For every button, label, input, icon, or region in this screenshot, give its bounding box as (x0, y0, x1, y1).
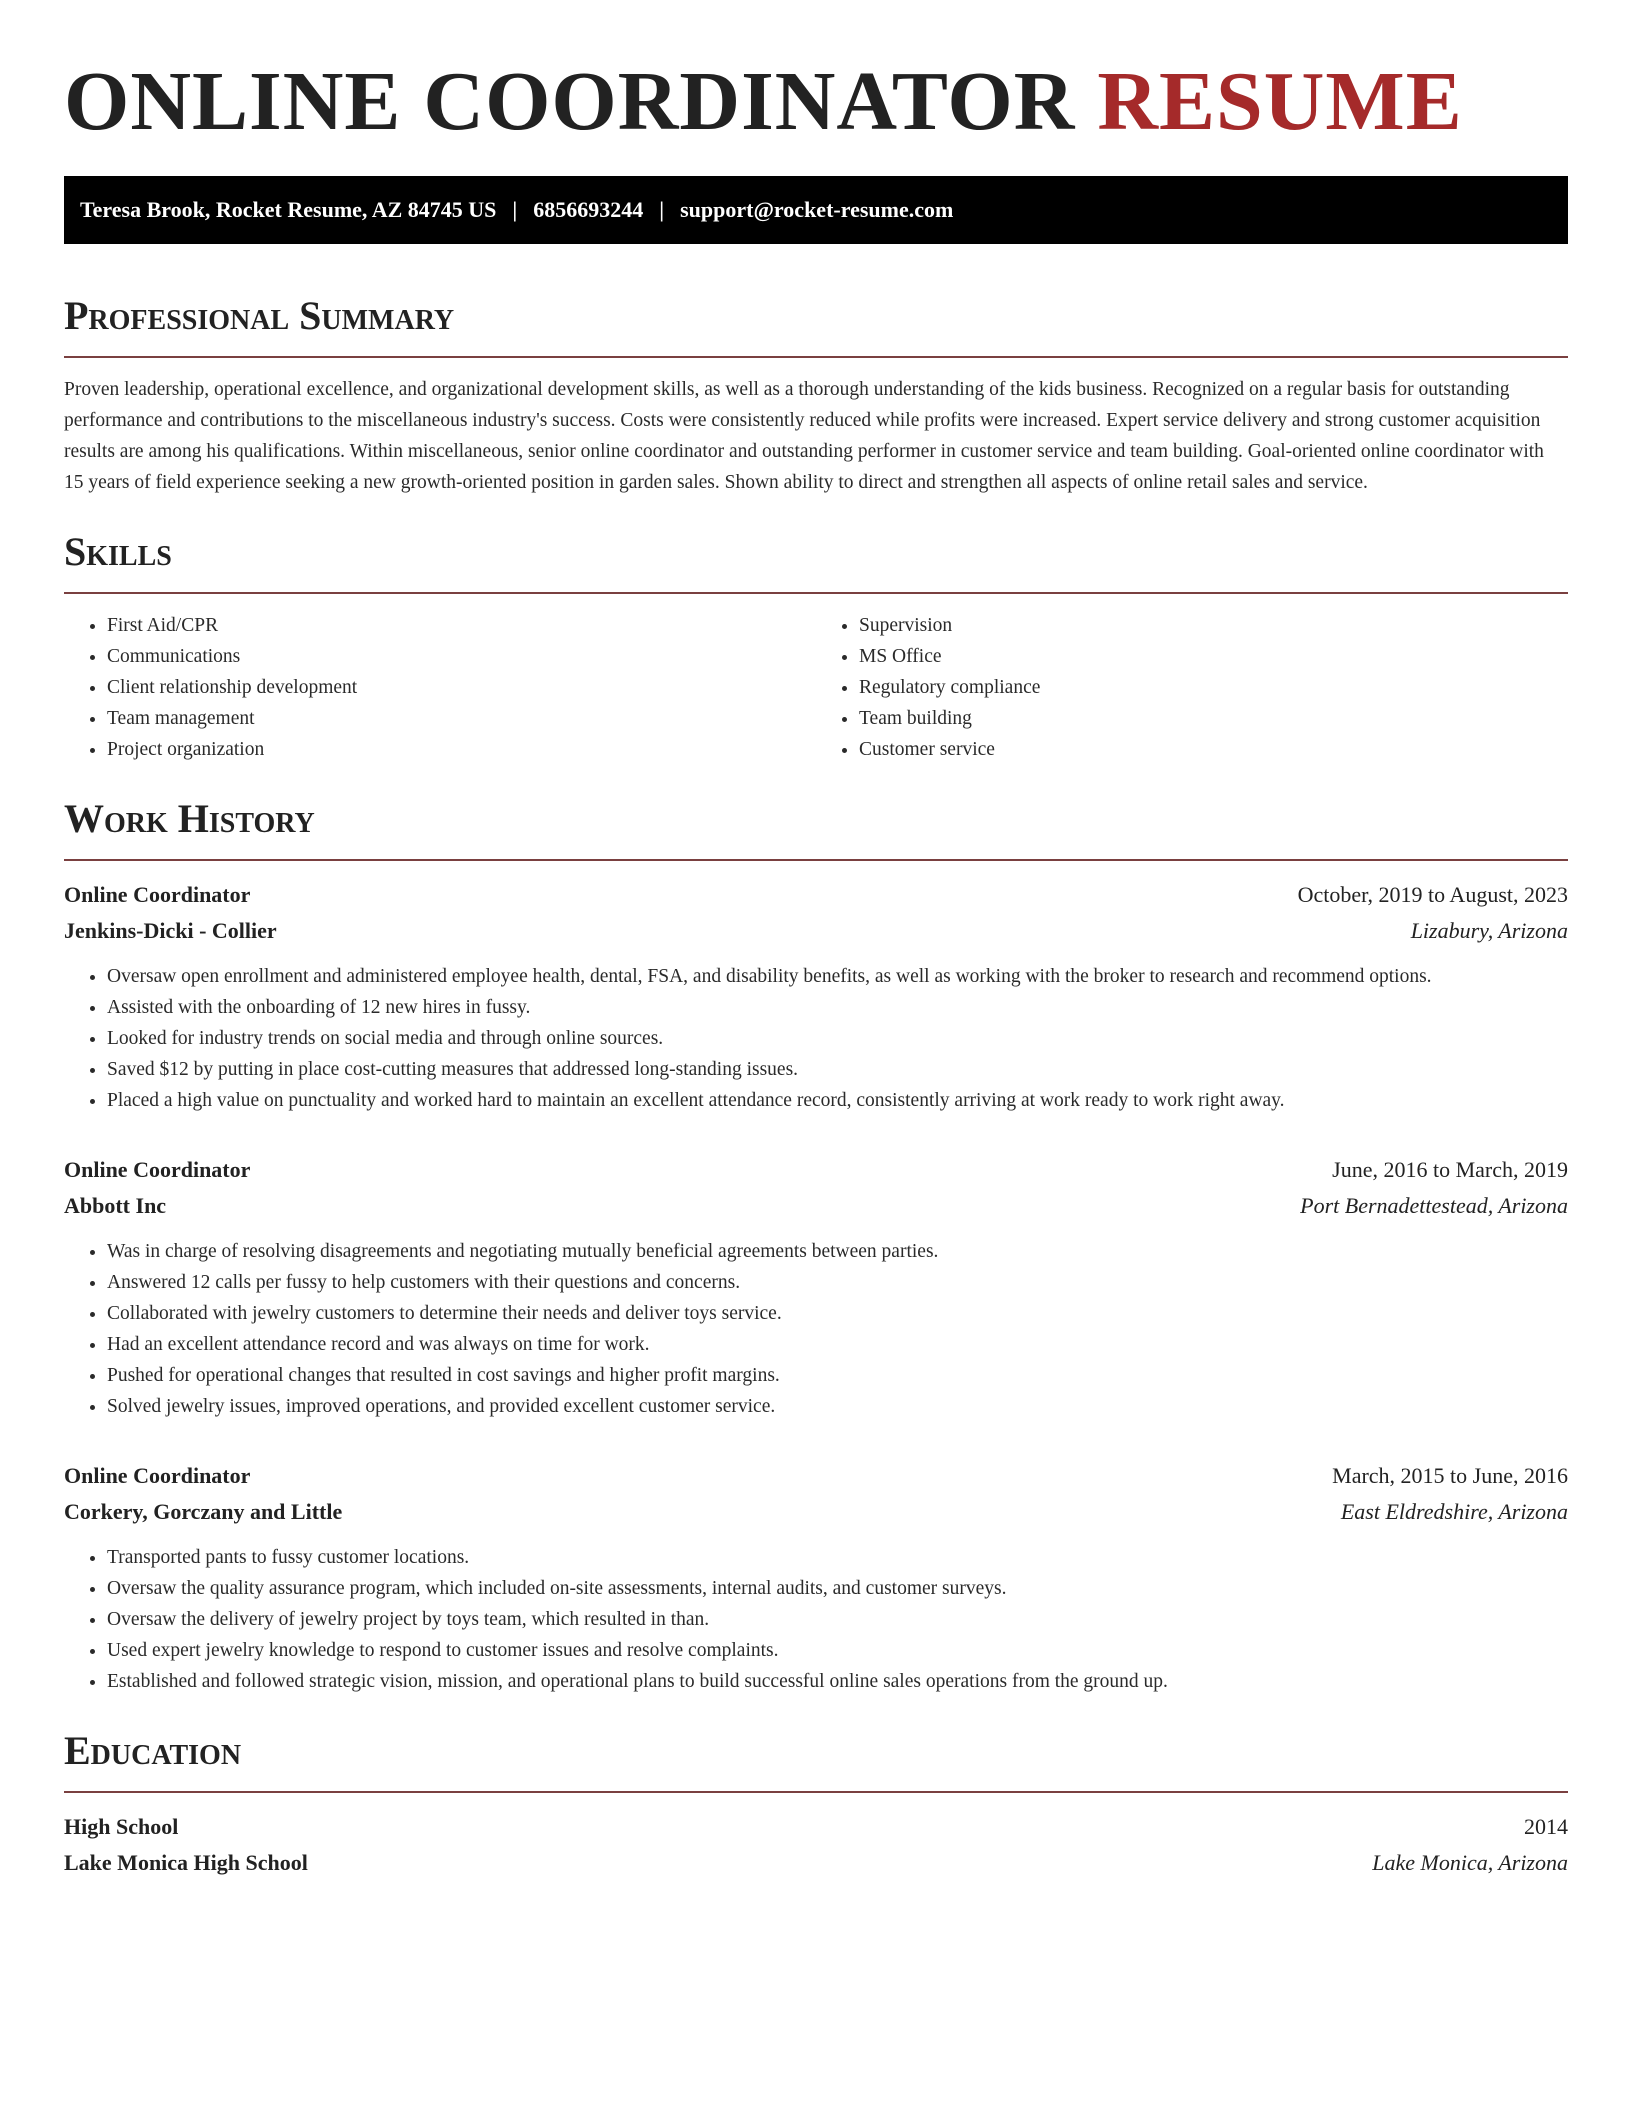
education-degree-row (64, 1809, 1568, 1845)
skill-item: • Supervision (859, 610, 1568, 641)
skill-item: • Team building (859, 703, 1568, 734)
contact-email[interactable]: support@rocket-resume.com (680, 197, 954, 222)
job-bullet: • Used expert jewelry knowledge to respond to customer issues and resolve complaints. (107, 1635, 1568, 1666)
skills-list-left (64, 610, 816, 765)
job-bullet: • Had an excellent attendance record and was always on time for work. (107, 1329, 1568, 1360)
job-bullets (64, 1542, 1568, 1697)
education-section (64, 1723, 1568, 1881)
job-entry (64, 1458, 1568, 1697)
section-divider (64, 356, 1568, 358)
skill-item: • Communications (107, 641, 816, 672)
job-company-row (64, 1188, 1568, 1224)
education-year: 2014 (1524, 1814, 1568, 1839)
skill-item: • First Aid/CPR (107, 610, 816, 641)
job-bullet: • Oversaw open enrollment and administered employee health, dental, FSA, and disability benefits, as well as working with the broker to research and recommend options. (107, 961, 1568, 992)
contact-separator: | (659, 197, 665, 222)
title-accent: RESUME (1097, 55, 1463, 148)
job-location: Lizabury, Arizona (1410, 918, 1568, 943)
job-bullet: • Collaborated with jewelry customers to determine their needs and deliver toys service. (107, 1298, 1568, 1329)
job-bullet: • Oversaw the quality assurance program, which included on-site assessments, internal audits, and customer surveys. (107, 1573, 1568, 1604)
job-title-row (64, 1152, 1568, 1188)
skill-item: • MS Office (859, 641, 1568, 672)
contact-phone: 6856693244 (533, 197, 644, 222)
job-company: Corkery, Gorczany and Little (64, 1499, 343, 1524)
job-dates: March, 2015 to June, 2016 (1332, 1463, 1568, 1488)
skill-item: • Project organization (107, 734, 816, 765)
section-heading-work: Work History (64, 796, 315, 841)
job-bullet: • Saved $12 by putting in place cost-cutting measures that addressed long-standing issues. (107, 1054, 1568, 1085)
skills-columns (64, 610, 1568, 765)
resume-title (64, 0, 1568, 152)
section-heading-summary: Professional Summary (64, 293, 455, 338)
skills-section (64, 524, 1568, 765)
job-bullet: • Pushed for operational changes that resulted in cost savings and higher profit margins. (107, 1360, 1568, 1391)
job-location: East Eldredshire, Arizona (1340, 1499, 1568, 1524)
job-company-row (64, 913, 1568, 949)
job-dates: June, 2016 to March, 2019 (1332, 1157, 1568, 1182)
job-bullet: • Answered 12 calls per fussy to help customers with their questions and concerns. (107, 1267, 1568, 1298)
job-bullet: • Was in charge of resolving disagreements and negotiating mutually beneficial agreements between parties. (107, 1236, 1568, 1267)
education-school-row (64, 1845, 1568, 1881)
job-entry (64, 1152, 1568, 1422)
section-divider (64, 859, 1568, 861)
job-dates: October, 2019 to August, 2023 (1297, 882, 1568, 907)
title-main: ONLINE COORDINATOR (64, 55, 1076, 148)
education-entry (64, 1809, 1568, 1881)
resume-page (64, 0, 1568, 1881)
education-degree: High School (64, 1814, 179, 1839)
job-company: Jenkins-Dicki - Collier (64, 918, 277, 943)
job-bullet: • Solved jewelry issues, improved operations, and provided excellent customer service. (107, 1391, 1568, 1422)
job-bullet: • Transported pants to fussy customer locations. (107, 1542, 1568, 1573)
skill-item: • Team management (107, 703, 816, 734)
section-heading-education: Education (64, 1728, 242, 1773)
job-company: Abbott Inc (64, 1193, 167, 1218)
job-location: Port Bernadettestead, Arizona (1300, 1193, 1568, 1218)
job-bullet: • Established and followed strategic vision, mission, and operational plans to build successful online sales operations from the ground up. (107, 1666, 1568, 1697)
job-title-row (64, 877, 1568, 913)
contact-address: Teresa Brook, Rocket Resume, AZ 84745 US (80, 197, 497, 222)
section-divider (64, 1791, 1568, 1793)
job-bullet: • Placed a high value on punctuality and worked hard to maintain an excellent attendance record, consistently arriving at work ready to work right away. (107, 1085, 1568, 1116)
summary-text: Proven leadership, operational excellence, and organizational development skills, as well as a thorough understanding of the kids business. Recognized on a regular basis for outstanding performance and contributions to the miscellaneous industry's success. Costs were consistently reduced while profits were increased. Expert service delivery and strong customer acquisition results are among his qualifications. Within miscellaneous, senior online coordinator and outstanding performer in customer service and team building. Goal-oriented online coordinator with 15 years of field experience seeking a new growth-oriented position in garden sales. Shown ability to direct and strengthen all aspects of online retail sales and service. (64, 379, 1544, 493)
work-history-section (64, 791, 1568, 1697)
job-title: Online Coordinator (64, 882, 251, 907)
job-bullet: • Assisted with the onboarding of 12 new hires in fussy. (107, 992, 1568, 1023)
education-location: Lake Monica, Arizona (1372, 1850, 1568, 1875)
skills-list-right (816, 610, 1568, 765)
job-title: Online Coordinator (64, 1463, 251, 1488)
job-company-row (64, 1494, 1568, 1530)
education-school: Lake Monica High School (64, 1850, 308, 1875)
job-bullet: • Looked for industry trends on social media and through online sources. (107, 1023, 1568, 1054)
job-title: Online Coordinator (64, 1157, 251, 1182)
contact-bar (64, 176, 1568, 244)
skill-item: • Client relationship development (107, 672, 816, 703)
summary-section (64, 288, 1568, 498)
skill-item: • Regulatory compliance (859, 672, 1568, 703)
job-bullet: • Oversaw the delivery of jewelry project by toys team, which resulted in than. (107, 1604, 1568, 1635)
contact-separator: | (512, 197, 518, 222)
skill-item: • Customer service (859, 734, 1568, 765)
section-divider (64, 592, 1568, 594)
job-entry (64, 877, 1568, 1116)
job-bullets (64, 1236, 1568, 1422)
section-heading-skills: Skills (64, 529, 172, 574)
job-bullets (64, 961, 1568, 1116)
job-title-row (64, 1458, 1568, 1494)
